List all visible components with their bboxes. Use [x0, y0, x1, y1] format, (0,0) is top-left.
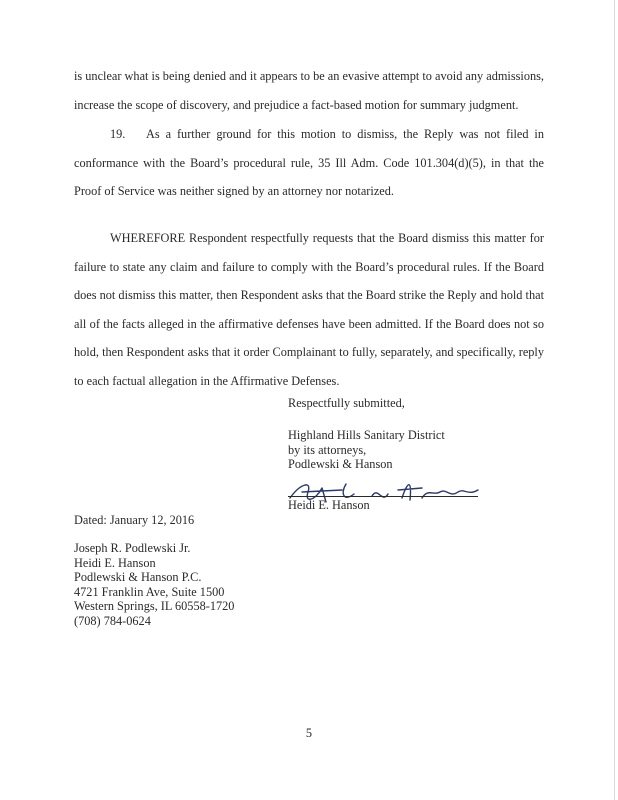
signature-line-2: by its attorneys, — [288, 442, 367, 457]
address-line-4: 4721 Franklin Ave, Suite 1500 — [74, 584, 225, 599]
paragraph-19 — [74, 120, 544, 206]
address-line-5: Western Springs, IL 60558-1720 — [74, 599, 235, 613]
scan-edge-divider — [614, 0, 615, 800]
address-line-3: Podlewski & Hanson P.C. — [74, 570, 202, 584]
signature-line-1: Highland Hills Sanitary District — [288, 428, 445, 442]
signature-block — [288, 428, 445, 472]
address-line-6: (708) 784-0624 — [74, 613, 151, 628]
closing-phrase: Respectfully submitted, — [288, 396, 405, 410]
wherefore-paragraph: WHEREFORE Respondent respectfully requests that the Board dismiss this matter for failure to state any claim and failure to comply with the Board’s procedural rules. If the Board does not dismiss this matter, then Respondent asks that the Board strike the Reply and hold that all of the facts alleged in the affirmative defenses have been admitted. If the Board does not so hold, then Respondent asks that it order Complainant to fully, separately, and specifically, reply to each factual allegation in the Affirmative Defenses. — [74, 231, 544, 388]
address-line-1: Joseph R. Podlewski Jr. — [74, 541, 191, 555]
paragraph-continuation: is unclear what is being denied and it appears to be an evasive attempt to avoid any admissions, increase the scope of discovery, and prejudice a fact-based motion for summary judgment. — [74, 69, 544, 112]
address-line-2: Heidi E. Hanson — [74, 555, 156, 570]
signature-underline — [288, 496, 478, 497]
page-number: 5 — [305, 726, 313, 740]
signer-name: Heidi E. Hanson — [288, 498, 370, 512]
attorney-address-block — [74, 541, 234, 628]
signature-line-3: Podlewski & Hanson — [288, 457, 393, 471]
paragraph-19-text: As a further ground for this motion to dismiss, the Reply was not filed in conformance with the Board’s procedural rule, 35 Ill Adm. Code 101.304(d)(5), in that the Proof of Service was neither signed by an attorney nor notarized. — [74, 127, 544, 198]
date-line: Dated: January 12, 2016 — [74, 513, 195, 527]
paragraph-number: 19. — [110, 127, 126, 141]
